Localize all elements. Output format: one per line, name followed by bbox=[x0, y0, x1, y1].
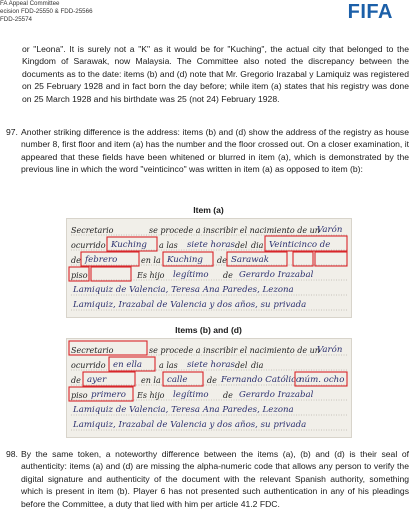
form-label: se procede a inscribir el nacimiento de un bbox=[149, 346, 320, 355]
paragraph-text: By the same token, a noteworthy difference between the items (a), (b) and (d) is their seal of authenticity: items (a) and (d) are missing the alpha-numeric code that allows any person to verify the digital signature and authenticity of the document with the relevant Spanish authority, something which is present in item (b). Player 6 has not presented such authentication in any of his pleadings before the Committee, a duty that lied with him per article 41.2 FDC. bbox=[21, 449, 409, 509]
handwritten-text: Veinticinco de bbox=[269, 240, 331, 250]
handwritten-text: siete horas bbox=[187, 240, 235, 250]
paragraph-number: 98. bbox=[6, 449, 18, 459]
handwritten-text: legítimo bbox=[173, 270, 209, 280]
handwritten-text: en ella bbox=[113, 360, 143, 370]
handwritten-text: Sarawak bbox=[231, 255, 269, 265]
paragraph-98 bbox=[6, 448, 409, 510]
document-reference bbox=[0, 0, 93, 24]
handwritten-text: Varón bbox=[317, 345, 343, 355]
form-label: ocurrido bbox=[71, 361, 106, 370]
handwritten-text: Lamiquiz, Irazabal de Valencia y dos años, su privada bbox=[73, 420, 307, 430]
committee-name: FA Appeal Committee bbox=[0, 0, 60, 7]
handwritten-text: Lamiquiz de Valencia, Teresa Ana Paredes, Lezona bbox=[73, 405, 294, 415]
handwritten-text: febrero bbox=[85, 255, 118, 265]
form-label: de bbox=[207, 376, 217, 385]
form-label: en la bbox=[141, 256, 161, 265]
paragraph-continuation bbox=[6, 43, 409, 105]
highlight-box bbox=[293, 252, 313, 266]
form-label: a las bbox=[159, 361, 178, 370]
handwritten-text: Lamiquiz de Valencia, Teresa Ana Paredes, Lezona bbox=[73, 285, 294, 295]
form-label: de bbox=[223, 391, 233, 400]
form-label: piso bbox=[71, 271, 88, 280]
handwritten-text: legítimo bbox=[173, 390, 209, 400]
handwritten-text: siete horas bbox=[187, 360, 235, 370]
highlight-box bbox=[91, 267, 131, 281]
form-label: a las bbox=[159, 241, 178, 250]
figure-caption-item-a: Item (a) bbox=[193, 205, 224, 215]
fifa-logo: FIFA bbox=[347, 1, 393, 23]
handwritten-text: primero bbox=[91, 390, 126, 400]
form-label: Es hijo bbox=[137, 271, 165, 280]
form-label: de bbox=[223, 271, 233, 280]
handwritten-text: Lamiquiz, Irazabal de Valencia y dos años, su privada bbox=[73, 300, 307, 310]
form-label: de bbox=[71, 376, 81, 385]
form-label: Secretario bbox=[71, 226, 114, 235]
form-label: dia bbox=[251, 361, 264, 370]
form-label: ocurrido bbox=[71, 241, 106, 250]
highlight-box bbox=[315, 252, 347, 266]
form-label: del bbox=[235, 241, 248, 250]
case-number: FDD-25574 bbox=[0, 16, 32, 23]
form-label: de bbox=[71, 256, 81, 265]
handwritten-text: Varón bbox=[317, 225, 343, 235]
page-header bbox=[0, 0, 417, 36]
form-label: se procede a inscribir el nacimiento de un bbox=[149, 226, 320, 235]
handwritten-text: Gerardo Irazabal bbox=[239, 270, 314, 280]
decision-number: ecision FDD-25550 & FDD-25566 bbox=[0, 8, 93, 15]
handwritten-text: núm. ocho bbox=[299, 375, 345, 385]
handwritten-text: calle bbox=[167, 375, 188, 385]
paragraph-text: Another striking difference is the address: items (b) and (d) show the address of the registry as house number 8, first floor and item (a) has the number and the floor crossed out. On a closer examination, it appeared that these fields have been whitened or blurred in item (a), which is demonstrated by the previous line in which the word "veinticinco" was written in item (a) as opposed to item (b): bbox=[21, 127, 409, 175]
handwritten-text: Gerardo Irazabal bbox=[239, 390, 314, 400]
handwritten-text: Kuching bbox=[167, 255, 203, 265]
form-label: Es hijo bbox=[137, 391, 165, 400]
form-label: en la bbox=[141, 376, 161, 385]
paragraph-number: 97. bbox=[6, 127, 18, 137]
form-label: de bbox=[217, 256, 227, 265]
paragraph-text: or "Leona". It is surely not a "K" as it would be for "Kuching", the actual city that belonged to the Kingdom of Sarawak, now Malaysia. The Committee also noted the discrepancy between the documents as to the date: items (b) and (d) note that Mr. Gregorio Irazabal y Lamiquiz was registered on 25 February 1928 and in fact born the day before; while item (a) states that his registry was done on 25 March 1928 and his birthdate was 25 (not 24) February 1928. bbox=[22, 44, 409, 104]
handwritten-text: Kuching bbox=[111, 240, 147, 250]
form-label: dia bbox=[251, 241, 264, 250]
paragraph-97 bbox=[6, 126, 409, 176]
form-label: piso bbox=[71, 391, 88, 400]
figure-caption-items-b-d: Items (b) and (d) bbox=[175, 325, 242, 335]
scan-image-item-a bbox=[66, 218, 352, 318]
handwritten-text: Fernando Católico bbox=[221, 375, 302, 385]
scan-image-items-b-d bbox=[66, 338, 352, 438]
form-label: del bbox=[235, 361, 248, 370]
form-label: Secretario bbox=[71, 346, 114, 355]
handwritten-text: ayer bbox=[87, 375, 107, 385]
